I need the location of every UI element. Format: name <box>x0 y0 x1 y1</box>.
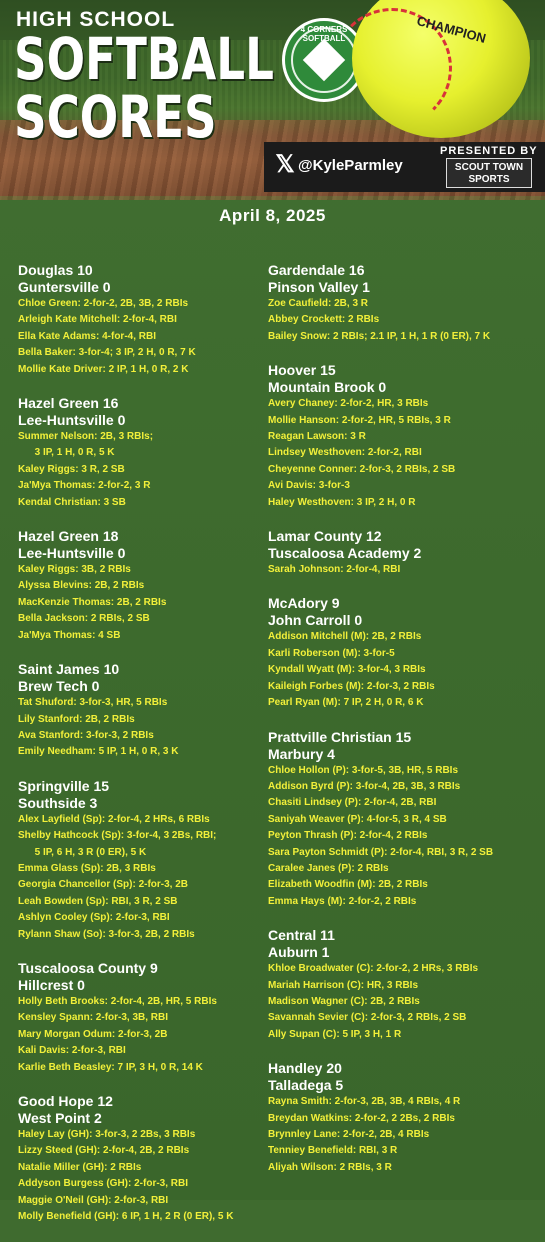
player-stat-line: Maggie O'Neil (GH): 2-for-3, RBI <box>18 1194 169 1206</box>
player-stat-line: Lindsey Westhoven: 2-for-2, RBI <box>268 447 422 459</box>
game-block <box>268 595 538 711</box>
player-stat-line: 3 IP, 1 H, 0 R, 5 K <box>18 447 115 459</box>
game-block <box>268 362 538 511</box>
player-stat-line: Summer Nelson: 2B, 3 RBIs; <box>18 431 154 443</box>
player-stat-line: Bella Baker: 3-for-4; 3 IP, 2 H, 0 R, 7 K <box>18 347 196 359</box>
player-stat-line: Kyndall Wyatt (M): 3-for-4, 3 RBIs <box>268 664 426 676</box>
winning-team-score: Hazel Green 18 <box>18 528 119 545</box>
player-stat-line: Kaileigh Forbes (M): 2-for-3, 2 RBIs <box>268 680 435 692</box>
left-scores-column <box>18 262 263 1242</box>
player-stat-line: Kali Davis: 2-for-3, RBI <box>18 1045 126 1057</box>
player-stat-line: Lily Stanford: 2B, 2 RBIs <box>18 713 135 725</box>
player-stat-line: Sarah Johnson: 2-for-4, RBI <box>268 564 401 576</box>
winning-team-score: Handley 20 <box>268 1060 342 1077</box>
player-stat-line: Chasiti Lindsey (P): 2-for-4, 2B, RBI <box>268 797 437 809</box>
player-stat-line: Avi Davis: 3-for-3 <box>268 480 350 492</box>
player-stat-line: Pearl Ryan (M): 7 IP, 2 H, 0 R, 6 K <box>268 697 424 709</box>
losing-team-score: Lee-Huntsville 0 <box>18 545 126 562</box>
player-stat-line: MacKenzie Thomas: 2B, 2 RBIs <box>18 596 167 608</box>
winning-team-score: Good Hope 12 <box>18 1093 113 1109</box>
game-block <box>18 960 263 1076</box>
player-stat-line: Elizabeth Woodfin (M): 2B, 2 RBIs <box>268 879 428 891</box>
player-stat-line: Ella Kate Adams: 4-for-4, RBI <box>18 330 156 342</box>
title-line-1: SOFTBALL <box>14 25 274 93</box>
winning-team-score: Saint James 10 <box>18 661 120 678</box>
game-date: April 8, 2025 <box>219 206 326 225</box>
player-stat-line: Arleigh Kate Mitchell: 2-for-4, RBI <box>18 314 177 326</box>
four-corners-softball-logo: 4 CORNERS SOFTBALL <box>282 18 366 102</box>
player-stat-line: Holly Beth Brooks: 2-for-4, 2B, HR, 5 RBIs <box>18 995 217 1007</box>
game-block <box>268 729 538 911</box>
game-block <box>18 1093 263 1225</box>
player-stat-line: Rylann Shaw (So): 3-for-3, 2B, 2 RBIs <box>18 928 195 940</box>
right-scores-column <box>268 262 538 1193</box>
winning-team-score: Douglas 10 <box>18 262 93 278</box>
player-stat-line: Mariah Harrison (C): HR, 3 RBIs <box>268 979 419 991</box>
game-block <box>18 778 263 943</box>
game-block <box>18 395 263 511</box>
player-stat-line: Natalie Miller (GH): 2 RBIs <box>18 1161 142 1173</box>
player-stat-line: Reagan Lawson: 3 R <box>268 431 366 443</box>
player-stat-line: Peyton Thrash (P): 2-for-4, 2 RBIs <box>268 830 428 842</box>
player-stat-line: Kendal Christian: 3 SB <box>18 496 126 508</box>
player-stat-line: Chloe Hollon (P): 3-for-5, 3B, HR, 5 RBIs <box>268 764 459 776</box>
game-block <box>268 528 538 578</box>
player-stat-line: Aliyah Wilson: 2 RBIs, 3 R <box>268 1161 392 1173</box>
player-stat-line: Kensley Spann: 2-for-3, 3B, RBI <box>18 1012 169 1024</box>
player-stat-line: Mollie Hanson: 2-for-2, HR, 5 RBIs, 3 R <box>268 414 451 426</box>
losing-team-score: Brew Tech 0 <box>18 678 100 695</box>
player-stat-line: Tat Shuford: 3-for-3, HR, 5 RBIs <box>18 697 168 709</box>
winning-team-score: Hoover 15 <box>268 362 336 379</box>
player-stat-line: Addyson Burgess (GH): 2-for-3, RBI <box>18 1178 189 1190</box>
losing-team-score: Lee-Huntsville 0 <box>18 412 126 429</box>
player-stat-line: Brynnley Lane: 2-for-2, 2B, 4 RBIs <box>268 1129 430 1140</box>
player-stat-line: Tenniey Benefield: RBI, 3 R <box>268 1145 398 1157</box>
player-stat-line: Bailey Snow: 2 RBIs; 2.1 IP, 1 H, 1 R (0 ER), 7 K <box>268 330 491 342</box>
losing-team-score: Tuscaloosa Academy 2 <box>268 545 422 562</box>
player-stat-line: Abbey Crockett: 2 RBIs <box>268 314 380 326</box>
game-block <box>18 528 263 644</box>
player-stat-line: Addison Byrd (P): 3-for-4, 2B, 3B, 3 RBIs <box>268 780 461 792</box>
losing-team-score: Mountain Brook 0 <box>268 379 387 396</box>
player-stat-line: Madison Wagner (C): 2B, 2 RBIs <box>268 995 420 1007</box>
player-stat-line: Emily Needham: 5 IP, 1 H, 0 R, 3 K <box>18 746 179 758</box>
game-block <box>18 661 263 761</box>
losing-team-score: John Carroll 0 <box>268 612 363 629</box>
winning-team-score: Hazel Green 16 <box>18 395 119 412</box>
player-stat-line: Kaley Riggs: 3 R, 2 SB <box>18 463 125 475</box>
player-stat-line: Ally Supan (C): 5 IP, 3 H, 1 R <box>268 1028 402 1040</box>
player-stat-line: Molly Benefield (GH): 6 IP, 1 H, 2 R (0 ER), 5 K <box>18 1211 234 1223</box>
game-block <box>268 927 538 1043</box>
winning-team-score: Prattville Christian 15 <box>268 728 412 745</box>
losing-team-score: Auburn 1 <box>268 944 330 961</box>
player-stat-line: Alex Layfield (Sp): 2-for-4, 2 HRs, 6 RBIs <box>18 813 210 825</box>
game-block <box>268 262 538 345</box>
losing-team-score: Hillcrest 0 <box>18 976 85 993</box>
player-stat-line: Georgia Chancellor (Sp): 2-for-3, 2B <box>18 879 189 891</box>
player-stat-line: Breydan Watkins: 2-for-2, 2 2Bs, 2 RBIs <box>268 1112 455 1124</box>
player-stat-line: Emma Glass (Sp): 2B, 3 RBIs <box>18 862 156 874</box>
winning-team-score: Tuscaloosa County 9 <box>18 959 158 976</box>
winning-team-score: Springville 15 <box>18 777 110 794</box>
player-stat-line: Khloe Broadwater (C): 2-for-2, 2 HRs, 3 RBIs <box>268 963 479 975</box>
player-stat-line: Ava Stanford: 3-for-3, 2 RBIs <box>18 729 154 741</box>
game-block <box>268 1060 538 1176</box>
softball-image: CHAMPION <box>352 0 530 138</box>
player-stat-line: Saniyah Weaver (P): 4-for-5, 3 R, 4 SB <box>268 813 447 825</box>
player-stat-line: Avery Chaney: 2-for-2, HR, 3 RBIs <box>268 398 429 410</box>
title-line-2: SCORES <box>14 83 217 151</box>
social-handle: @KyleParmley <box>298 157 403 174</box>
losing-team-score: Talladega 5 <box>268 1077 344 1094</box>
winning-team-score: Central 11 <box>268 927 335 944</box>
player-stat-line: Rayna Smith: 2-for-3, 2B, 3B, 4 RBIs, 4 R <box>268 1096 461 1108</box>
player-stat-line: Mollie Kate Driver: 2 IP, 1 H, 0 R, 2 K <box>18 363 189 375</box>
player-stat-line: Zoe Caufield: 2B, 3 R <box>268 298 369 309</box>
winning-team-score: McAdory 9 <box>268 595 340 612</box>
player-stat-line: Ja'Mya Thomas: 4 SB <box>18 629 121 641</box>
header-banner <box>0 0 545 196</box>
x-logo-icon: 𝕏 <box>275 151 295 178</box>
player-stat-line: Kaley Riggs: 3B, 2 RBIs <box>18 564 131 576</box>
kicker-text: HIGH SCHOOL <box>16 8 176 31</box>
game-block <box>18 262 263 378</box>
player-stat-line: Shelby Hathcock (Sp): 3-for-4, 3 2Bs, RBI; <box>18 830 217 842</box>
player-stat-line: Addison Mitchell (M): 2B, 2 RBIs <box>268 631 422 643</box>
losing-team-score: Marbury 4 <box>268 745 335 762</box>
player-stat-line: Karli Roberson (M): 3-for-5 <box>268 647 395 659</box>
losing-team-score: Guntersville 0 <box>18 279 111 295</box>
losing-team-score: Pinson Valley 1 <box>268 279 370 295</box>
player-stat-line: Alyssa Blevins: 2B, 2 RBIs <box>18 580 145 592</box>
player-stat-line: Sara Payton Schmidt (P): 2-for-4, RBI, 3 R, 2 SB <box>268 846 494 858</box>
presented-by-label: PRESENTED BY <box>440 145 538 157</box>
player-stat-line: Bella Jackson: 2 RBIs, 2 SB <box>18 613 150 625</box>
player-stat-line: Emma Hays (M): 2-for-2, 2 RBIs <box>268 895 417 907</box>
player-stat-line: Chloe Green: 2-for-2, 2B, 3B, 2 RBIs <box>18 298 189 309</box>
player-stat-line: Lizzy Steed (GH): 2-for-4, 2B, 2 RBIs <box>18 1145 190 1157</box>
player-stat-line: Mary Morgan Odum: 2-for-3, 2B <box>18 1028 168 1040</box>
player-stat-line: Ashlyn Cooley (Sp): 2-for-3, RBI <box>18 912 170 924</box>
losing-team-score: West Point 2 <box>18 1110 102 1126</box>
player-stat-line: Haley Lay (GH): 3-for-3, 2 2Bs, 3 RBIs <box>18 1129 196 1140</box>
player-stat-line: Cheyenne Conner: 2-for-3, 2 RBIs, 2 SB <box>268 463 456 475</box>
sponsor-logo: SCOUT TOWN SPORTS <box>446 158 532 188</box>
player-stat-line: 5 IP, 6 H, 3 R (0 ER), 5 K <box>18 846 147 858</box>
player-stat-line: Karlie Beth Beasley: 7 IP, 3 H, 0 R, 14 K <box>18 1061 203 1073</box>
player-stat-line: Ja'Mya Thomas: 2-for-2, 3 R <box>18 480 151 492</box>
player-stat-line: Haley Westhoven: 3 IP, 2 H, 0 R <box>268 496 416 508</box>
winning-team-score: Lamar County 12 <box>268 528 382 545</box>
player-stat-line: Leah Bowden (Sp): RBI, 3 R, 2 SB <box>18 895 178 907</box>
player-stat-line: Caralee Janes (P): 2 RBIs <box>268 862 389 874</box>
losing-team-score: Southside 3 <box>18 794 98 811</box>
winning-team-score: Gardendale 16 <box>268 262 365 278</box>
player-stat-line: Savannah Sevier (C): 2-for-3, 2 RBIs, 2 SB <box>268 1012 467 1024</box>
